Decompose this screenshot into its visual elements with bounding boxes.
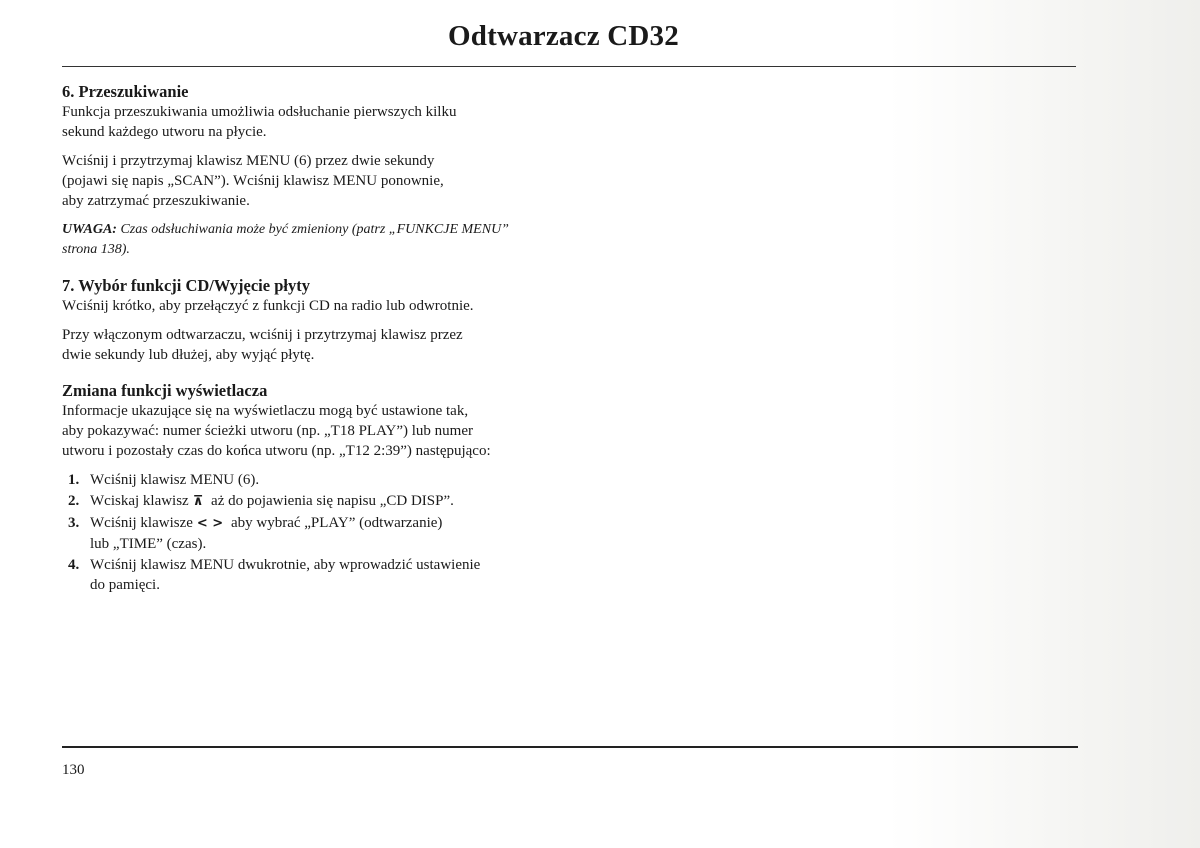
list-text: aż do pojawienia się napisu „CD DISP”. <box>207 493 454 509</box>
text-line: utworu i pozostały czas do końca utworu (np. „T12 2:39”) następująco: <box>62 443 491 459</box>
up-arrow-key-icon: ⊼ <box>192 494 204 509</box>
cd-para-1: Wciśnij krótko, aby przełączyć z funkcji CD na radio lub odwrotnie. <box>62 298 474 314</box>
header-divider <box>62 66 1076 67</box>
text-line: aby pokazywać: numer ścieżki utworu (np. „T18 PLAY”) lub numer <box>62 423 473 439</box>
list-item <box>62 470 552 490</box>
section-display <box>62 381 552 595</box>
text-line: (pojawi się napis „SCAN”). Wciśnij klawisz MENU ponownie, <box>62 173 444 189</box>
list-text: Wciśnij klawisze <box>90 515 193 531</box>
list-text: aby wybrać „PLAY” (odtwarzanie) <box>227 515 443 531</box>
list-item <box>62 491 552 512</box>
text-line: Funkcja przeszukiwania umożliwia odsłuchanie pierwszych kilku <box>62 104 457 120</box>
note-text: Czas odsłuchiwania może być zmieniony (patrz „FUNKCJE MENU” <box>116 222 509 237</box>
page-title: Odtwarzacz CD32 <box>448 20 679 52</box>
list-text: Wciśnij klawisz MENU (6). <box>90 472 260 488</box>
footer-divider <box>62 746 1078 748</box>
list-number: 1. <box>68 472 80 488</box>
section-scan <box>62 82 552 260</box>
list-text: do pamięci. <box>90 577 160 593</box>
section-heading-display: Zmiana funkcji wyświetlacza <box>62 381 268 400</box>
section-heading-scan: 6. Przeszukiwanie <box>62 82 189 101</box>
scan-intro <box>62 102 552 142</box>
display-steps-list <box>62 470 552 595</box>
list-number: 2. <box>68 493 80 509</box>
note-label: UWAGA: <box>62 222 117 237</box>
display-intro <box>62 401 552 461</box>
left-right-arrow-keys-icon: < > <box>196 516 224 531</box>
text-line: Wciśnij i przytrzymaj klawisz MENU (6) przez dwie sekundy <box>62 153 435 169</box>
list-text: lub „TIME” (czas). <box>90 536 207 552</box>
list-item <box>62 555 552 595</box>
text-line: Informacje ukazujące się na wyświetlaczu mogą być ustawione tak, <box>62 403 469 419</box>
text-line <box>62 220 552 240</box>
list-number: 3. <box>68 515 80 531</box>
scan-note <box>62 220 552 260</box>
list-item <box>62 513 552 554</box>
text-line: dwie sekundy lub dłużej, aby wyjąć płytę. <box>62 347 315 363</box>
list-text: Wciskaj klawisz <box>90 493 189 509</box>
text-line: strona 138). <box>62 242 130 257</box>
section-heading-cd: 7. Wybór funkcji CD/Wyjęcie płyty <box>62 276 310 295</box>
scan-instructions <box>62 151 552 211</box>
list-text: Wciśnij klawisz MENU dwukrotnie, aby wprowadzić ustawienie <box>90 557 481 573</box>
cd-para-2 <box>62 325 552 365</box>
page-number: 130 <box>62 762 85 778</box>
section-cd-select <box>62 276 552 365</box>
text-line: aby zatrzymać przeszukiwanie. <box>62 193 250 209</box>
text-line: Przy włączonym odtwarzaczu, wciśnij i przytrzymaj klawisz przez <box>62 327 463 343</box>
list-number: 4. <box>68 557 80 573</box>
page-content <box>62 82 552 611</box>
text-line: sekund każdego utworu na płycie. <box>62 124 267 140</box>
